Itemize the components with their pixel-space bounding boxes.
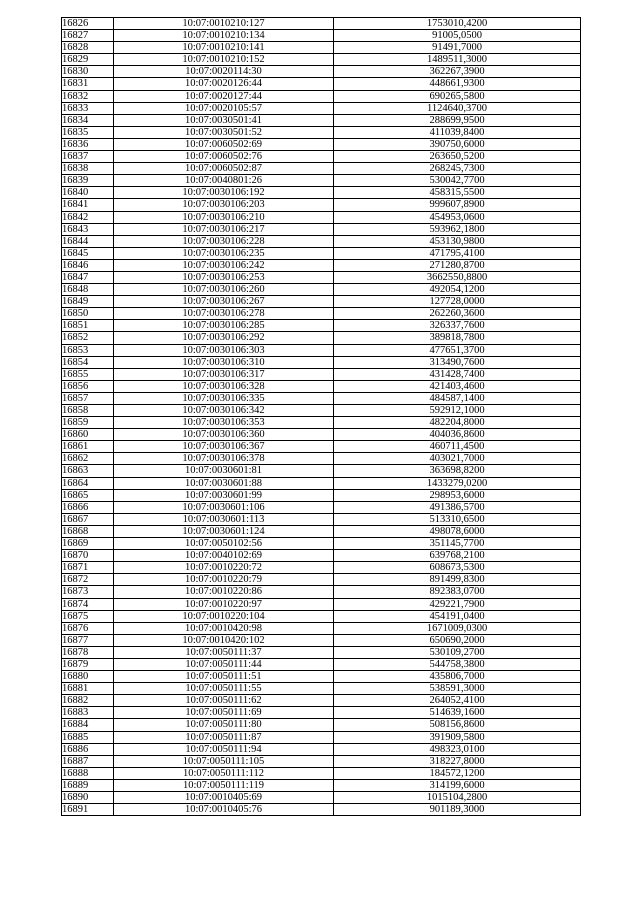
table-row [62,622,581,634]
value-cell: 184572,1200 [334,767,581,779]
cadastral-number-cell: 10:07:0050111:51 [114,671,334,683]
cadastral-number-cell: 10:07:0030501:52 [114,126,334,138]
row-number-cell: 16863 [62,465,114,477]
cadastral-number-cell: 10:07:0010220:104 [114,610,334,622]
cadastral-number-cell: 10:07:0010220:72 [114,562,334,574]
cadastral-number-cell: 10:07:0030106:378 [114,453,334,465]
row-number-cell: 16846 [62,259,114,271]
value-cell: 3662550,8800 [334,271,581,283]
table-row [62,610,581,622]
table-row [62,114,581,126]
row-number-cell: 16853 [62,344,114,356]
row-number-cell: 16888 [62,767,114,779]
row-number-cell: 16839 [62,175,114,187]
row-number-cell: 16878 [62,646,114,658]
row-number-cell: 16855 [62,368,114,380]
cadastral-value-table [61,17,581,816]
table-row [62,501,581,513]
table-row [62,42,581,54]
cadastral-number-cell: 10:07:0010420:102 [114,634,334,646]
value-cell: 429221,7900 [334,598,581,610]
row-number-cell: 16844 [62,235,114,247]
row-number-cell: 16874 [62,598,114,610]
cadastral-number-cell: 10:07:0010210:152 [114,54,334,66]
row-number-cell: 16843 [62,223,114,235]
table-row [62,284,581,296]
cadastral-number-cell: 10:07:0010220:97 [114,598,334,610]
value-cell: 999607,8900 [334,199,581,211]
value-cell: 421403,4600 [334,380,581,392]
row-number-cell: 16889 [62,779,114,791]
table-row [62,477,581,489]
table-row [62,513,581,525]
row-number-cell: 16847 [62,271,114,283]
value-cell: 271280,8700 [334,259,581,271]
value-cell: 389818,7800 [334,332,581,344]
cadastral-number-cell: 10:07:0020126:44 [114,78,334,90]
table-row [62,90,581,102]
row-number-cell: 16828 [62,42,114,54]
value-cell: 460711,4500 [334,441,581,453]
table-row [62,18,581,30]
table-row [62,66,581,78]
row-number-cell: 16877 [62,634,114,646]
value-cell: 639768,2100 [334,550,581,562]
cadastral-number-cell: 10:07:0050111:62 [114,695,334,707]
table-row [62,332,581,344]
value-cell: 1124640,3700 [334,102,581,114]
cadastral-number-cell: 10:07:0030106:242 [114,259,334,271]
cadastral-number-cell: 10:07:0060502:76 [114,151,334,163]
value-cell: 268245,7300 [334,163,581,175]
cadastral-number-cell: 10:07:0050102:56 [114,538,334,550]
value-cell: 544758,3800 [334,658,581,670]
row-number-cell: 16862 [62,453,114,465]
value-cell: 1489511,3000 [334,54,581,66]
cadastral-number-cell: 10:07:0050111:94 [114,743,334,755]
row-number-cell: 16832 [62,90,114,102]
row-number-cell: 16868 [62,525,114,537]
value-cell: 326337,7600 [334,320,581,332]
row-number-cell: 16831 [62,78,114,90]
cadastral-number-cell: 10:07:0030601:106 [114,501,334,513]
table-row [62,562,581,574]
row-number-cell: 16865 [62,489,114,501]
cadastral-number-cell: 10:07:0030106:360 [114,429,334,441]
cadastral-number-cell: 10:07:0020114:30 [114,66,334,78]
value-cell: 91491,7000 [334,42,581,54]
table-row [62,223,581,235]
cadastral-number-cell: 10:07:0010420:98 [114,622,334,634]
value-cell: 403021,7000 [334,453,581,465]
cadastral-number-cell: 10:07:0030106:235 [114,247,334,259]
table-row [62,102,581,114]
cadastral-number-cell: 10:07:0020127:44 [114,90,334,102]
table-row [62,163,581,175]
row-number-cell: 16876 [62,622,114,634]
value-cell: 650690,2000 [334,634,581,646]
table-row [62,695,581,707]
cadastral-number-cell: 10:07:0050111:87 [114,731,334,743]
row-number-cell: 16826 [62,18,114,30]
row-number-cell: 16885 [62,731,114,743]
row-number-cell: 16842 [62,211,114,223]
row-number-cell: 16841 [62,199,114,211]
row-number-cell: 16836 [62,138,114,150]
value-cell: 411039,8400 [334,126,581,138]
cadastral-number-cell: 10:07:0030106:260 [114,284,334,296]
row-number-cell: 16838 [62,163,114,175]
table-row [62,199,581,211]
value-cell: 608673,5300 [334,562,581,574]
table-row [62,151,581,163]
cadastral-number-cell: 10:07:0030106:253 [114,271,334,283]
table-row [62,792,581,804]
table-row [62,296,581,308]
row-number-cell: 16890 [62,792,114,804]
row-number-cell: 16886 [62,743,114,755]
row-number-cell: 16827 [62,30,114,42]
cadastral-number-cell: 10:07:0030106:228 [114,235,334,247]
cadastral-number-cell: 10:07:0030106:310 [114,356,334,368]
table-row [62,30,581,42]
table-row [62,126,581,138]
table-row [62,453,581,465]
table-row [62,755,581,767]
row-number-cell: 16837 [62,151,114,163]
table-row [62,586,581,598]
row-number-cell: 16858 [62,405,114,417]
value-cell: 458315,5500 [334,187,581,199]
row-number-cell: 16835 [62,126,114,138]
cadastral-number-cell: 10:07:0030106:217 [114,223,334,235]
cadastral-number-cell: 10:07:0030601:88 [114,477,334,489]
row-number-cell: 16860 [62,429,114,441]
row-number-cell: 16859 [62,417,114,429]
cadastral-number-cell: 10:07:0020105:57 [114,102,334,114]
table-row [62,671,581,683]
cadastral-number-cell: 10:07:0030106:303 [114,344,334,356]
table-row [62,525,581,537]
value-cell: 263650,5200 [334,151,581,163]
cadastral-number-cell: 10:07:0010210:134 [114,30,334,42]
row-number-cell: 16884 [62,719,114,731]
row-number-cell: 16875 [62,610,114,622]
table-row [62,320,581,332]
value-cell: 454191,0400 [334,610,581,622]
table-row [62,719,581,731]
row-number-cell: 16866 [62,501,114,513]
cadastral-number-cell: 10:07:0030601:113 [114,513,334,525]
row-number-cell: 16830 [62,66,114,78]
value-cell: 454953,0600 [334,211,581,223]
value-cell: 404036,8600 [334,429,581,441]
table-row [62,417,581,429]
cadastral-number-cell: 10:07:0030106:210 [114,211,334,223]
table-row [62,235,581,247]
value-cell: 288699,9500 [334,114,581,126]
table-row [62,356,581,368]
row-number-cell: 16870 [62,550,114,562]
value-cell: 362267,3900 [334,66,581,78]
value-cell: 351145,7700 [334,538,581,550]
value-cell: 390750,6000 [334,138,581,150]
value-cell: 892383,0700 [334,586,581,598]
value-cell: 530109,2700 [334,646,581,658]
value-cell: 391909,5800 [334,731,581,743]
value-cell: 477651,3700 [334,344,581,356]
row-number-cell: 16834 [62,114,114,126]
row-number-cell: 16833 [62,102,114,114]
value-cell: 901189,3000 [334,804,581,816]
row-number-cell: 16891 [62,804,114,816]
value-cell: 592912,1000 [334,405,581,417]
value-cell: 1433279,0200 [334,477,581,489]
value-cell: 453130,9800 [334,235,581,247]
cadastral-number-cell: 10:07:0030106:317 [114,368,334,380]
table-row [62,259,581,271]
value-cell: 492054,1200 [334,284,581,296]
row-number-cell: 16867 [62,513,114,525]
table-row [62,211,581,223]
cadastral-number-cell: 10:07:0010220:86 [114,586,334,598]
row-number-cell: 16857 [62,392,114,404]
value-cell: 435806,7000 [334,671,581,683]
value-cell: 91005,0500 [334,30,581,42]
cadastral-number-cell: 10:07:0030106:203 [114,199,334,211]
table-row [62,598,581,610]
cadastral-number-cell: 10:07:0060502:69 [114,138,334,150]
value-cell: 484587,1400 [334,392,581,404]
cadastral-number-cell: 10:07:0030601:99 [114,489,334,501]
table-row [62,731,581,743]
table-row [62,550,581,562]
table-row [62,429,581,441]
value-cell: 363698,8200 [334,465,581,477]
table-row [62,707,581,719]
table-row [62,489,581,501]
row-number-cell: 16879 [62,658,114,670]
cadastral-number-cell: 10:07:0050111:105 [114,755,334,767]
cadastral-number-cell: 10:07:0030106:278 [114,308,334,320]
table-row [62,634,581,646]
row-number-cell: 16845 [62,247,114,259]
cadastral-number-cell: 10:07:0010220:79 [114,574,334,586]
cadastral-number-cell: 10:07:0030106:342 [114,405,334,417]
value-cell: 1753010,4200 [334,18,581,30]
value-cell: 313490,7600 [334,356,581,368]
cadastral-number-cell: 10:07:0050111:119 [114,779,334,791]
table-row [62,767,581,779]
cadastral-number-cell: 10:07:0050111:37 [114,646,334,658]
value-cell: 1015104,2800 [334,792,581,804]
value-cell: 431428,7400 [334,368,581,380]
row-number-cell: 16880 [62,671,114,683]
table-row [62,658,581,670]
value-cell: 514639,1600 [334,707,581,719]
table-row [62,804,581,816]
table-row [62,441,581,453]
cadastral-number-cell: 10:07:0050111:55 [114,683,334,695]
cadastral-number-cell: 10:07:0010405:76 [114,804,334,816]
row-number-cell: 16851 [62,320,114,332]
table-row [62,538,581,550]
value-cell: 498323,0100 [334,743,581,755]
cadastral-number-cell: 10:07:0030601:124 [114,525,334,537]
table-row [62,247,581,259]
cadastral-number-cell: 10:07:0010210:127 [114,18,334,30]
table-row [62,380,581,392]
cadastral-number-cell: 10:07:0050111:80 [114,719,334,731]
row-number-cell: 16881 [62,683,114,695]
row-number-cell: 16873 [62,586,114,598]
cadastral-number-cell: 10:07:0010210:141 [114,42,334,54]
row-number-cell: 16887 [62,755,114,767]
table-row [62,78,581,90]
cadastral-number-cell: 10:07:0030106:353 [114,417,334,429]
row-number-cell: 16861 [62,441,114,453]
row-number-cell: 16856 [62,380,114,392]
cadastral-number-cell: 10:07:0060502:87 [114,163,334,175]
cadastral-number-cell: 10:07:0030106:335 [114,392,334,404]
table-row [62,175,581,187]
value-cell: 482204,8000 [334,417,581,429]
row-number-cell: 16848 [62,284,114,296]
table-row [62,683,581,695]
row-number-cell: 16869 [62,538,114,550]
value-cell: 690265,5800 [334,90,581,102]
table-row [62,779,581,791]
value-cell: 491386,5700 [334,501,581,513]
value-cell: 318227,8000 [334,755,581,767]
cadastral-number-cell: 10:07:0030106:192 [114,187,334,199]
table-row [62,187,581,199]
value-cell: 127728,0000 [334,296,581,308]
value-cell: 298953,6000 [334,489,581,501]
row-number-cell: 16852 [62,332,114,344]
table-row [62,574,581,586]
cadastral-number-cell: 10:07:0030106:367 [114,441,334,453]
value-cell: 891499,8300 [334,574,581,586]
table-row [62,405,581,417]
row-number-cell: 16871 [62,562,114,574]
table-row [62,368,581,380]
table-row [62,138,581,150]
value-cell: 498078,6000 [334,525,581,537]
value-cell: 448661,9300 [334,78,581,90]
value-cell: 508156,8600 [334,719,581,731]
value-cell: 513310,6500 [334,513,581,525]
table-row [62,465,581,477]
row-number-cell: 16864 [62,477,114,489]
value-cell: 264052,4100 [334,695,581,707]
table-row [62,54,581,66]
row-number-cell: 16840 [62,187,114,199]
row-number-cell: 16882 [62,695,114,707]
value-cell: 471795,4100 [334,247,581,259]
cadastral-number-cell: 10:07:0030106:328 [114,380,334,392]
value-cell: 314199,6000 [334,779,581,791]
value-cell: 1671009,0300 [334,622,581,634]
row-number-cell: 16883 [62,707,114,719]
table-row [62,646,581,658]
table-row [62,392,581,404]
row-number-cell: 16829 [62,54,114,66]
cadastral-number-cell: 10:07:0030106:292 [114,332,334,344]
row-number-cell: 16854 [62,356,114,368]
value-cell: 262260,3600 [334,308,581,320]
value-cell: 530042,7700 [334,175,581,187]
table-row [62,308,581,320]
cadastral-number-cell: 10:07:0010405:69 [114,792,334,804]
cadastral-number-cell: 10:07:0040102:69 [114,550,334,562]
row-number-cell: 16872 [62,574,114,586]
table-row [62,271,581,283]
value-cell: 538591,3000 [334,683,581,695]
cadastral-number-cell: 10:07:0050111:44 [114,658,334,670]
cadastral-number-cell: 10:07:0030106:285 [114,320,334,332]
row-number-cell: 16849 [62,296,114,308]
cadastral-number-cell: 10:07:0030106:267 [114,296,334,308]
cadastral-number-cell: 10:07:0040801:26 [114,175,334,187]
row-number-cell: 16850 [62,308,114,320]
cadastral-number-cell: 10:07:0050111:112 [114,767,334,779]
table-body [62,18,581,816]
value-cell: 593962,1800 [334,223,581,235]
table-row [62,743,581,755]
table-row [62,344,581,356]
cadastral-number-cell: 10:07:0030501:41 [114,114,334,126]
cadastral-number-cell: 10:07:0050111:69 [114,707,334,719]
cadastral-number-cell: 10:07:0030601:81 [114,465,334,477]
